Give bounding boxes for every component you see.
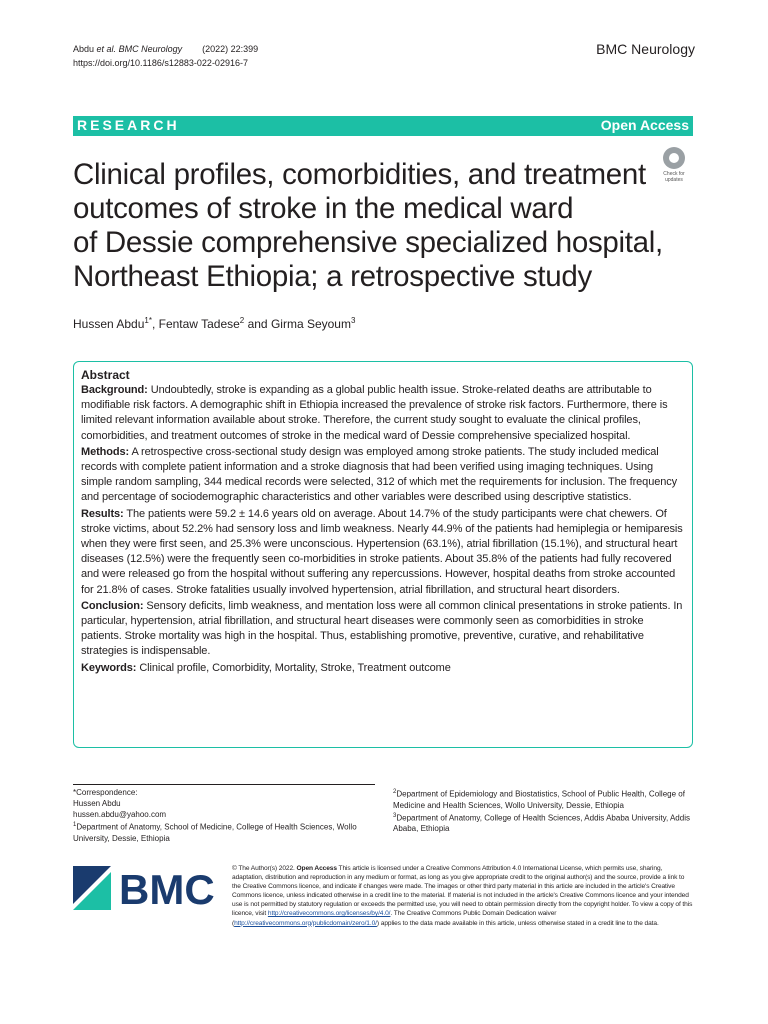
abstract-box [73, 361, 693, 748]
license-text: . The Creative Commons Public Domain Dedication waiver ( [232, 910, 557, 927]
correspondence-email[interactable]: hussen.abdu@yahoo.com [73, 810, 167, 819]
title-line: outcomes of stroke in the medical ward [73, 192, 574, 225]
author-affiliation-sup: 3 [350, 316, 356, 325]
check-for-updates-label: Check for updates [663, 171, 685, 183]
citation-header [73, 42, 258, 70]
section-text: Clinical profile, Comorbidity, Mortality, Stroke, Treatment outcome [139, 661, 451, 674]
title-line: of Dessie comprehensive specialized hospital, [73, 226, 663, 259]
bmc-logo-text: BMC [119, 866, 215, 910]
affiliation-3: $^3$Department of Anatomy, College of Health Sciences, Addis Ababa University, Addis Ababa, Ethiopia [393, 812, 690, 834]
title-line: Clinical profiles, comorbidities, and treatment [73, 158, 646, 191]
license-statement [232, 864, 694, 928]
author-affiliation-sup: 2 [239, 316, 245, 325]
affiliation-2: $^2$Department of Epidemiology and Biostatistics, School of Public Health, College of Medicine and Health Sciences, Wollo University, Dessie, Ethiopia [393, 789, 685, 810]
footnotes-left [73, 787, 373, 844]
copyright: © The Author(s) 2022. [232, 865, 295, 872]
author-affiliation-sup: 1* [144, 316, 152, 325]
citation-year-volume: (2022) 22:399 [202, 44, 259, 54]
section-text: The patients were 59.2 ± 14.6 years old on average. About 14.7% of the study participants were chat chewers. Of stroke victims, about 52.2% had sensory loss and limb weakness. Nearly 44.9% of the patients had hemiplegia or hemiparesis when they were first seen, and 25.3% were unconscious. Hypertension (63.1%), atrial fibrillation (15.1%), and structural heart diseases (12.5%) were the frequently seen co-morbidities in stroke patients. About 35.8% of the patients had fully recovered and were released go from the hospital without suffering any repercussions. However, hospital deaths from stroke accounted for 21.8% of cases. Stroke fatalities usually involved hypertension, atrial fibrillation, and structural heart disorders. [81, 507, 683, 596]
abstract-keywords [81, 661, 685, 676]
title-line: Northeast Ethiopia; a retrospective study [73, 260, 592, 293]
open-access-label: Open Access [600, 117, 689, 133]
bmc-logo [73, 866, 218, 910]
doi-link[interactable]: https://doi.org/10.1186/s12883-022-02916-7 [73, 58, 248, 68]
footnotes-right [393, 787, 693, 834]
author-list [73, 316, 355, 331]
section-text: Undoubtedly, stroke is expanding as a global public health issue. Stroke-related deaths are attributable to modifiable risk factors. A demographic shift in Ethiopia increased the prevalence of stroke risk factors. Furthermore, there is limited relevant information available about stroke. Therefore, the current study sought to evaluate the clinical profiles, comorbidities, and treatment outcomes of stroke in the medical ward of Dessie comprehensive specialized hospital. [81, 384, 668, 442]
section-label: Methods: [81, 445, 130, 458]
author-separator: and [244, 317, 271, 331]
author-name[interactable]: Fentaw Tadese [158, 317, 240, 331]
abstract-methods [81, 445, 685, 506]
open-access-label: Open Access [296, 865, 337, 872]
license-text: This article is licensed under a Creative Commons Attribution 4.0 International License, which permits use, sharing, adaptation, distribution and reproduction in any medium or format, as long as you give appropriate credit to the original author(s) and the source, provide a link to the Creative Commons licence, and indicate if changes were made. The images or other third party material in this article are included in the article's Creative Commons licence, unless indicated otherwise in a credit line to the material. If material is not included in the article's Creative Commons licence and your intended use is not permitted by statutory regulation or exceeds the permitted use, you will need to obtain permission directly from the copyright holder. To view a copy of this licence, visit [232, 865, 693, 918]
section-label: RESEARCH [77, 117, 180, 133]
license-text: ) applies to the data made available in this article, unless otherwise stated in a credit line to the data. [376, 919, 659, 927]
citation-etal: et al. [96, 44, 117, 54]
correspondence-name: Hussen Abdu [73, 799, 121, 808]
section-text: Sensory deficits, limb weakness, and mentation loss were all common clinical presentations in stroke patients. In particular, hypertension, atrial fibrillation, and structural heart diseases were commonly seen as comorbidities in stroke patients. Stroke mortality was high in the hospital. Thus, establishing promotive, preventive, curative, and rehabilitative strategies is indispensable. [81, 599, 683, 658]
abstract-results [81, 507, 685, 598]
article-type-banner [73, 116, 693, 136]
journal-name: BMC Neurology [596, 41, 695, 57]
public-domain-link[interactable]: http://creativecommons.org/publicdomain/zero/1.0/ [234, 919, 377, 927]
section-label: Keywords: [81, 661, 137, 674]
footnote-divider [73, 784, 375, 785]
section-label: Results: [81, 507, 124, 520]
section-label: Conclusion: [81, 599, 144, 612]
article-title [73, 158, 673, 294]
author-name[interactable]: Hussen Abdu [73, 317, 145, 331]
section-label: Background: [81, 384, 148, 396]
correspondence-label: *Correspondence: [73, 788, 138, 797]
license-link[interactable]: http://creativecommons.org/licenses/by/4.0/ [267, 910, 391, 918]
citation-authors: Abdu [73, 44, 95, 54]
abstract-heading: Abstract [81, 368, 130, 382]
abstract-background [81, 383, 685, 444]
section-text: A retrospective cross-sectional study design was employed among stroke patients. The study included medical records with complete patient information and a stroke diagnosis that had been verified using imaging techniques. Using simple random sampling, 344 medical records were selected, 312 of which met the requirements for inclusion. The frequency and percentage of sociodemographic characteristics and other variables were described using descriptive statistics. [81, 445, 678, 504]
abstract-conclusion [81, 599, 685, 660]
author-name[interactable]: Girma Seyoum [270, 317, 351, 331]
bmc-logo-icon [73, 866, 218, 910]
author-separator: , [151, 317, 159, 331]
citation-journal: BMC Neurology [118, 44, 183, 54]
affiliation-1: $^1$Department of Anatomy, School of Medicine, College of Health Sciences, Wollo University, Dessie, Ethiopia [73, 822, 357, 843]
